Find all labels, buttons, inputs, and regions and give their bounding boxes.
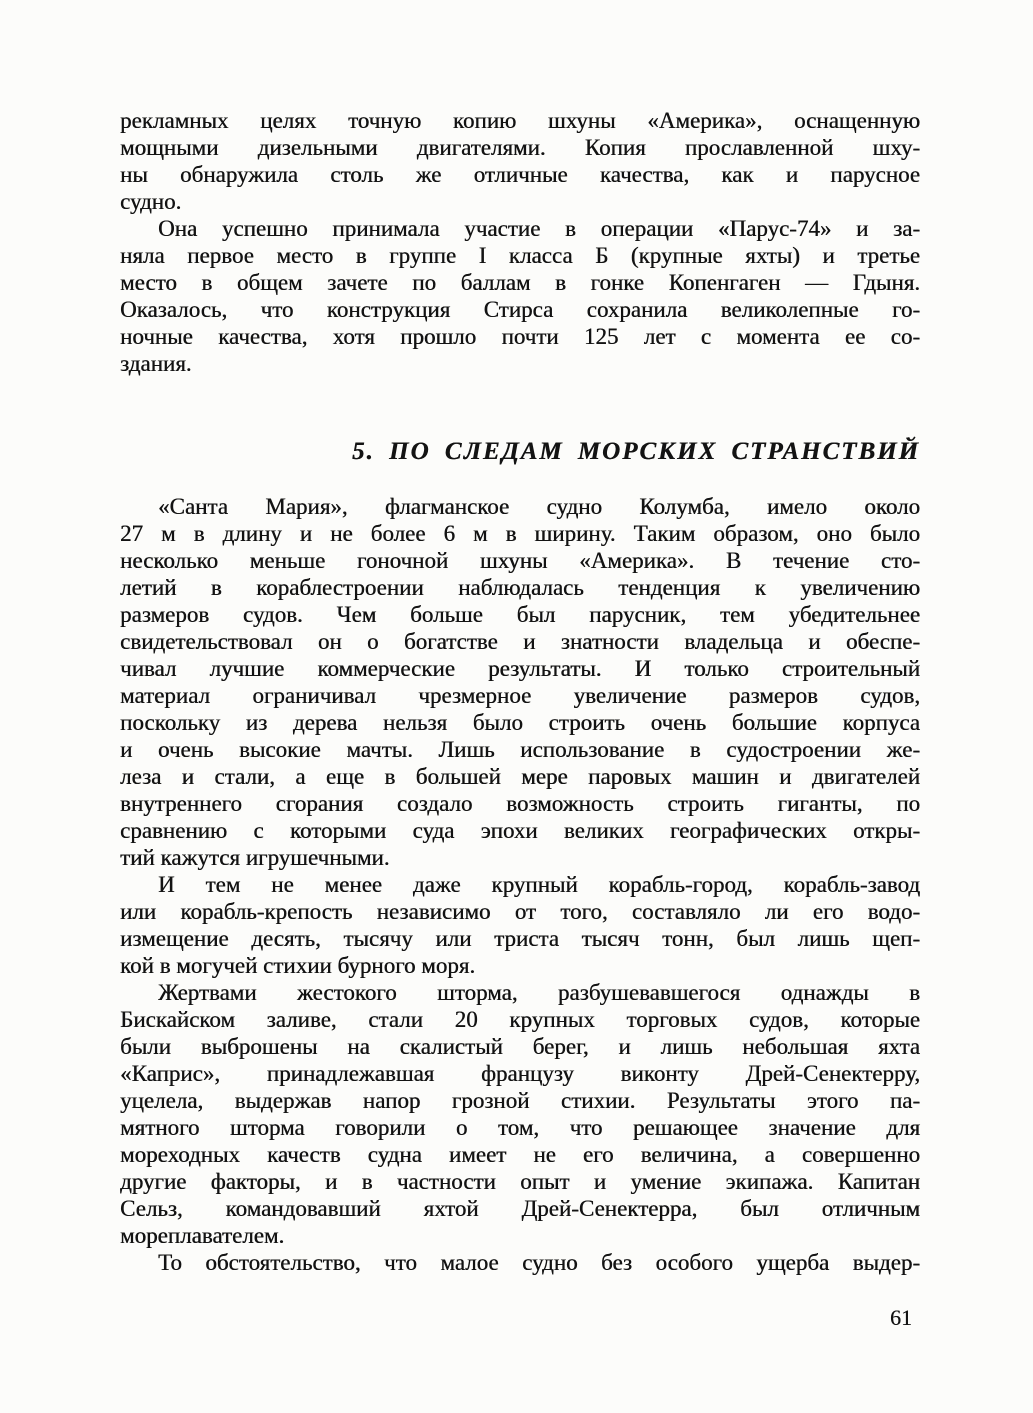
text-line: рекламных целях точную копию шхуны «Америка», оснащенную [120, 108, 920, 133]
text-line: чивал лучшие коммерческие результаты. И только строительный [120, 656, 920, 681]
text-line: Бискайском заливе, стали 20 крупных торговых судов, которые [120, 1007, 920, 1032]
text-line: и очень высокие мачты. Лишь использование в судостроении же- [120, 737, 920, 762]
text-line: «Санта Мария», флагманское судно Колумба, имело около [158, 494, 920, 519]
text-line: леза и стали, а еще в большей мере паровых машин и двигателей [120, 764, 920, 789]
section-heading: 5. ПО СЛЕДАМ МОРСКИХ СТРАНСТВИЙ [352, 438, 920, 465]
text-line: свидетельствовал он о богатстве и знатности владельца и обеспе- [120, 629, 920, 654]
text-line: здания. [120, 351, 192, 376]
paragraph [120, 1249, 920, 1276]
text-line: размеров судов. Чем больше был парусник, тем убедительнее [120, 602, 920, 627]
text-line: мощными дизельными двигателями. Копия прославленной шху- [120, 135, 920, 160]
text-line: уцелела, выдержав напор грозной стихии. Результаты этого па- [120, 1088, 920, 1113]
text-line: Сельз, командовавший яхтой Дрей-Сенектерра, был отличным [120, 1196, 920, 1221]
text-line: мореплавателем. [120, 1223, 285, 1248]
text-line: судно. [120, 189, 182, 214]
text-line: или корабль-крепость независимо от того, составляло ли его водо- [120, 899, 920, 924]
text-line: сравнению с которыми суда эпохи великих географических откры- [120, 818, 920, 843]
text-line: кой в могучей стихии бурного моря. [120, 953, 476, 978]
paragraph [120, 493, 920, 871]
text-line: тий кажутся игрушечными. [120, 845, 390, 870]
page-number: 61 [890, 1305, 912, 1330]
text-line: были выброшены на скалистый берег, и лишь небольшая яхта [120, 1034, 920, 1059]
text-line: То обстоятельство, что малое судно без особого ущерба выдер- [158, 1250, 920, 1275]
paragraph [120, 871, 920, 979]
paragraph [120, 979, 920, 1249]
text-line: внутреннего сгорания создало возможность строить гиганты, по [120, 791, 920, 816]
text-line: Оказалось, что конструкция Стирса сохранила великолепные го- [120, 297, 920, 322]
text-line: няла первое место в группе I класса Б (крупные яхты) и третье [120, 243, 920, 268]
text-line: другие факторы, и в частности опыт и умение экипажа. Капитан [120, 1169, 920, 1194]
text-line: «Каприс», принадлежавшая французу виконту Дрей-Сенектерру, [120, 1061, 920, 1086]
text-line: И тем не менее даже крупный корабль-город, корабль-завод [158, 872, 920, 897]
text-line: измещение десять, тысячу или триста тысяч тонн, был лишь щеп- [120, 926, 920, 951]
text-line: летий в кораблестроении наблюдалась тенденция к увеличению [120, 575, 920, 600]
text-line: мятного шторма говорили о том, что решающее значение для [120, 1115, 920, 1140]
text-line: ночные качества, хотя прошло почти 125 лет с момента ее со- [120, 324, 920, 349]
text-line: поскольку из дерева нельзя было строить очень большие корпуса [120, 710, 920, 735]
text-line: мореходных качеств судна имеет не его величина, а совершенно [120, 1142, 920, 1167]
text-line: Она успешно принимала участие в операции «Парус-74» и за- [158, 216, 920, 241]
paragraph [120, 107, 920, 215]
text-line: ны обнаружила столь же отличные качества, как и парусное [120, 162, 920, 187]
text-column [120, 107, 920, 1276]
text-line: место в общем зачете по баллам в гонке Копенгаген — Гдыня. [120, 270, 920, 295]
text-line: материал ограничивал чрезмерное увеличение размеров судов, [120, 683, 920, 708]
text-line: несколько меньше гоночной шхуны «Америка». В течение сто- [120, 548, 920, 573]
text-line: Жертвами жестокого шторма, разбушевавшегося однажды в [158, 980, 920, 1005]
paragraph [120, 215, 920, 377]
text-line: 27 м в длину и не более 6 м в ширину. Таким образом, оно было [120, 521, 920, 546]
